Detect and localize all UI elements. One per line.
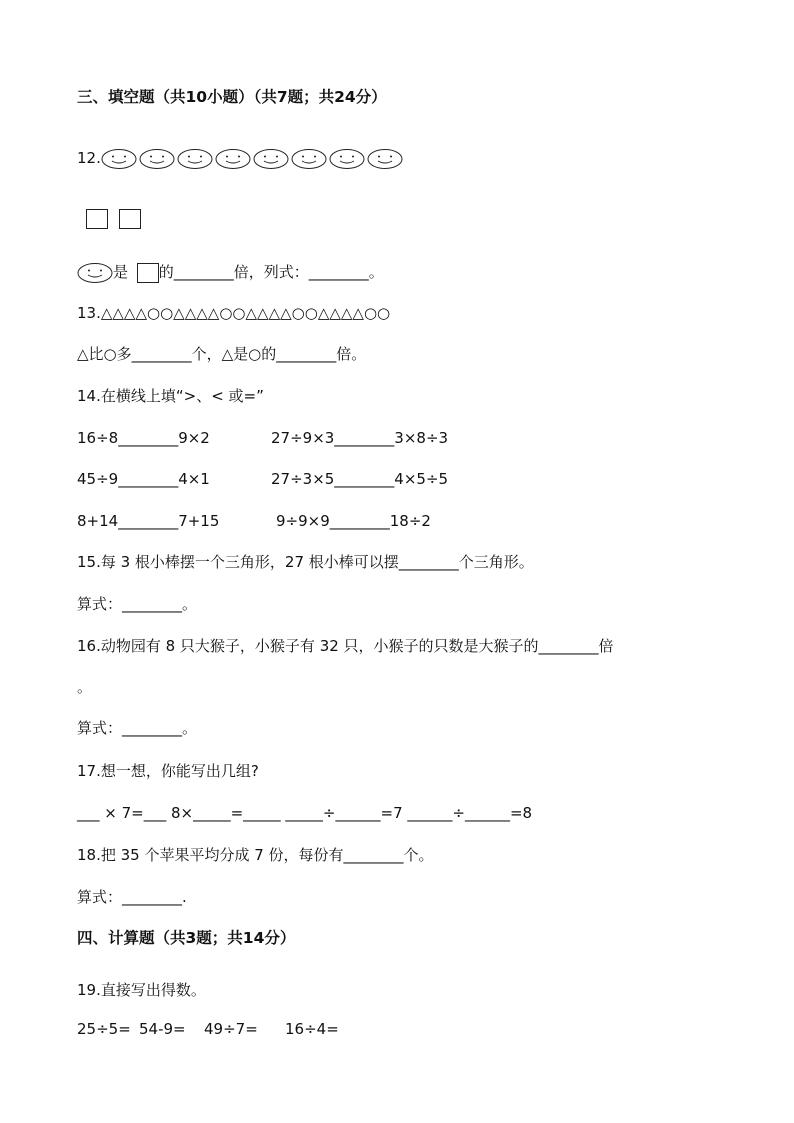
smiley-icon — [77, 262, 113, 284]
q14-row-3-right: 9÷9×9________18÷2 — [276, 512, 431, 530]
question-12-prompt — [77, 261, 384, 284]
section-4-title: 四、计算题（共3题；共14分） — [77, 929, 296, 947]
empty-box — [137, 263, 159, 283]
q14-row-1-right: 27÷9×3________3×8÷3 — [271, 429, 449, 447]
question-19-title: 19.直接写出得数。 — [77, 981, 206, 999]
q19-item-2: 54-9= — [139, 1020, 186, 1038]
text-is: 是 — [113, 263, 129, 281]
q14-row-3-left: 8+14________7+15 — [77, 512, 220, 530]
q19-item-3: 49÷7= — [204, 1020, 258, 1038]
question-17-text: ___ × 7=___ 8×_____=_____ _____÷______=7 ______÷______=8 — [77, 804, 533, 822]
smiley-icon — [253, 148, 289, 170]
question-18-formula: 算式：________. — [77, 888, 187, 906]
question-15-text: 15.每 3 根小棒摆一个三角形，27 根小棒可以摆________个三角形。 — [77, 553, 534, 571]
question-17-title: 17.想一想，你能写出几组? — [77, 762, 259, 780]
q14-row-1-left: 16÷8________9×2 — [77, 429, 210, 447]
question-14-title: 14.在横线上填“>、< 或=” — [77, 387, 264, 405]
q19-item-4: 16÷4= — [285, 1020, 339, 1038]
smiley-icon — [101, 148, 137, 170]
question-15-formula: 算式：________。 — [77, 595, 198, 613]
q14-row-2-right: 27÷3×5________4×5÷5 — [271, 470, 449, 488]
q14-row-2-left: 45÷9________4×1 — [77, 470, 210, 488]
question-number: 12. — [77, 149, 101, 167]
smiley-icon — [367, 148, 403, 170]
question-12-text: 的________倍，列式：________。 — [158, 263, 384, 281]
q19-item-1: 25÷5= — [77, 1020, 131, 1038]
smiley-row — [101, 149, 405, 167]
smiley-icon — [177, 148, 213, 170]
question-13-text: △比○多________个，△是○的________倍。 — [77, 345, 367, 363]
question-13-shapes: 13.△△△△○○△△△△○○△△△△○○△△△△○○ — [77, 304, 391, 322]
empty-box — [86, 209, 108, 229]
empty-box — [119, 209, 141, 229]
question-18-text: 18.把 35 个苹果平均分成 7 份，每份有________个。 — [77, 846, 434, 864]
question-12-boxes — [86, 207, 141, 229]
question-12-smileys — [77, 147, 405, 170]
question-16-tail: 。 — [77, 678, 93, 696]
section-3-title: 三、填空题（共10小题）（共7题；共24分） — [77, 88, 387, 106]
question-16-formula: 算式：________。 — [77, 719, 198, 737]
smiley-icon — [215, 148, 251, 170]
smiley-icon — [291, 148, 327, 170]
smiley-icon — [329, 148, 365, 170]
question-16-text: 16.动物园有 8 只大猴子，小猴子有 32 只，小猴子的只数是大猴子的________倍 — [77, 637, 614, 655]
smiley-icon — [139, 148, 175, 170]
